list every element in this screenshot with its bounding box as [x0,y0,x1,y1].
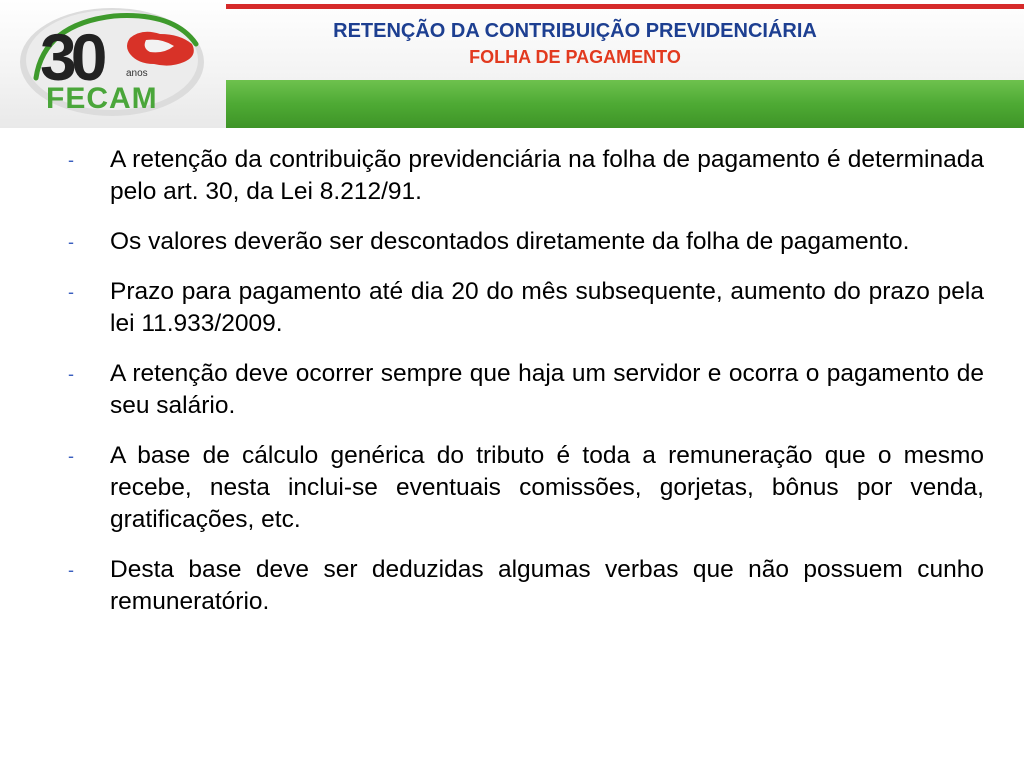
slide-subtitle: FOLHA DE PAGAMENTO [469,47,681,67]
header-band [0,0,1024,128]
bullet-item [68,226,984,258]
bullet-text: A retenção da contribuição previdenciária na folha de pagamento é determinada pelo art. 30, da Lei 8.212/91. [110,146,984,205]
slide-title: RETENÇÃO DA CONTRIBUIÇÃO PREVIDENCIÁRIA [333,20,817,42]
bullet-text: Desta base deve ser deduzidas algumas verbas que não possuem cunho remuneratório. [110,556,984,615]
bullet-list [68,144,984,636]
bullet-text: A retenção deve ocorrer sempre que haja um servidor e ocorra o pagamento de seu salário. [110,360,984,419]
bullet-marker: - [68,364,74,384]
logo-anos: anos [126,68,148,79]
logo-number: 30 [40,20,102,94]
fecam-30-anos-logo [14,4,214,120]
bullet-marker: - [68,232,74,252]
bullet-marker: - [68,282,74,302]
red-stripe [226,4,1024,9]
title-block [226,18,1024,70]
bullet-marker: - [68,150,74,170]
bullet-text: A base de cálculo genérica do tributo é toda a remuneração que o mesmo recebe, nesta inclui-se eventuais comissões, gorjetas, bônus por venda, gratificações, etc. [110,442,984,533]
bullet-text: Os valores deverão ser descontados diretamente da folha de pagamento. [110,228,910,255]
bullet-item [68,144,984,208]
bullet-item [68,358,984,422]
bullet-item [68,276,984,340]
bullet-text: Prazo para pagamento até dia 20 do mês subsequente, aumento do prazo pela lei 11.933/2009. [110,278,984,337]
bullet-item [68,440,984,536]
bullet-marker: - [68,560,74,580]
logo-name: FECAM [46,82,158,115]
bullet-marker: - [68,446,74,466]
bullet-item [68,554,984,618]
green-band [226,80,1024,128]
